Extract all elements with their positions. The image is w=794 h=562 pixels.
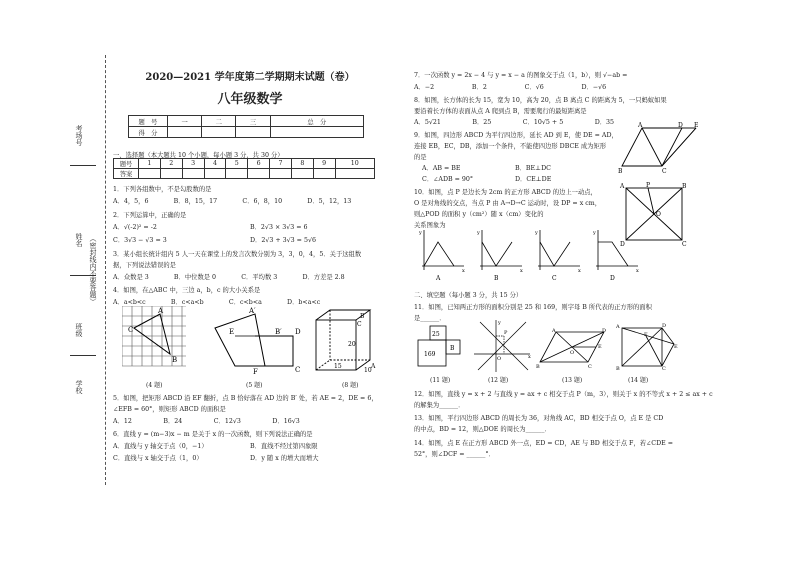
svg-text:A: A — [552, 328, 556, 334]
q10-stem-3: 则△POD 的面积 y（cm²）随 x（cm）变化的 — [414, 211, 544, 218]
q14-stem-2: 52°，则∠DCF = ______°． — [414, 451, 495, 458]
q10-label-c: C — [552, 275, 557, 282]
q9-option-c: C．∠ADB = 90° — [422, 176, 474, 183]
q9-stem-2: 连接 EB，EC，DB，添加一个条件，不能使四边形 DBCE 成为矩形 — [414, 143, 607, 150]
ans-input-cell[interactable] — [160, 169, 182, 179]
q3-stem-2: 据，下列说法错误的是 — [113, 262, 176, 269]
q1-stem: 1．下列各组数中，不是勾股数的是 — [113, 186, 212, 193]
svg-text:B: B — [536, 364, 540, 368]
fig4-caption: (4 题) — [146, 382, 163, 389]
svg-text:A: A — [638, 122, 643, 129]
score-cell: 总 分 — [270, 116, 363, 127]
q9-option-d: D．CE⊥DE — [515, 176, 552, 183]
svg-text:O: O — [497, 356, 502, 362]
ans-input-cell[interactable] — [248, 169, 270, 179]
svg-text:A: A — [158, 307, 164, 315]
q6-option-a: A．直线与 y 轴交于点（0，−1） — [113, 443, 208, 450]
svg-text:A: A — [620, 183, 625, 190]
svg-text:B′: B′ — [275, 328, 282, 336]
ans-cell: 4 — [204, 159, 226, 169]
score-input-cell[interactable] — [168, 127, 202, 138]
figure-q11-squares — [414, 322, 466, 368]
q13-stem: 13．如图，平行四边形 ABCD 的周长为 36，对角线 AC，BD 相交于点 O，点 E 是 CD — [414, 415, 664, 422]
svg-text:C: C — [128, 326, 134, 334]
score-input-cell[interactable] — [270, 127, 363, 138]
figure-q5-folded-rectangle — [205, 306, 305, 376]
fig8-caption: (8 题) — [342, 382, 359, 389]
svg-text:F: F — [644, 332, 648, 338]
svg-text:x: x — [636, 268, 639, 274]
ans-cell: 8 — [291, 159, 313, 169]
ans-input-cell[interactable] — [291, 169, 313, 179]
q12-stem-2: 的解集为______． — [414, 402, 465, 409]
figure-q9-parallelogram — [618, 122, 700, 174]
q10-label-d: D — [610, 275, 615, 282]
q1-options: A．4，5，6 B．8，15，17 C．6，8，10 D．5，12，13 — [113, 198, 352, 205]
q5-options: A．12 B．24 C．12√3 D．16√3 — [113, 418, 300, 425]
section2-heading: 二、填空题（每小题 3 分，共 15 分） — [414, 292, 523, 299]
svg-text:x: x — [520, 268, 523, 274]
svg-text:E: E — [694, 122, 699, 129]
score-cell: 二 — [202, 116, 236, 127]
ans-cell: 7 — [270, 159, 292, 169]
score-cell: 得 分 — [129, 127, 168, 138]
fig13-caption: (13 题) — [562, 377, 583, 384]
svg-text:C: C — [662, 366, 666, 370]
q11-stem-2: 是______． — [414, 315, 446, 322]
svg-text:O: O — [570, 350, 575, 356]
ans-input-cell[interactable] — [226, 169, 248, 179]
svg-text:x: x — [462, 268, 465, 274]
svg-text:x: x — [578, 268, 581, 274]
q8-options: A．5√21 B．25 C．10√5 + 5 D．35 — [414, 119, 615, 126]
fig8-length-label: 15 — [334, 363, 342, 370]
svg-text:F: F — [253, 368, 258, 376]
fig11-area-25: 25 — [432, 331, 440, 338]
exam-subject: 八年级数学 — [217, 92, 283, 107]
figure-q14-square — [616, 318, 678, 370]
score-cell: 题 号 — [129, 116, 168, 127]
figure-q8-cuboid — [310, 306, 380, 376]
ans-cell: 3 — [182, 159, 204, 169]
fig11-square-b: B — [450, 345, 455, 352]
q9-stem-3: 的是 — [414, 154, 427, 161]
svg-text:C: C — [588, 364, 592, 368]
ans-cell: 10 — [335, 159, 374, 169]
fig11-area-169: 169 — [424, 351, 436, 358]
q9-stem: 9．如图，四边形 ABCD 为平行四边形，延长 AD 到 E，使 DE = AD， — [414, 132, 618, 139]
q6-option-c: C．直线与 x 轴交于点（1，0） — [113, 455, 203, 462]
q6-stem: 6．直线 y = (m−3)x − m 是关于 x 的一次函数，则下列说法正确的是 — [113, 431, 313, 438]
svg-text:C: C — [295, 366, 301, 374]
q6-option-d: D．y 随 x 的增大而增大 — [250, 455, 319, 462]
name-label: 姓名 — [75, 233, 83, 247]
svg-text:A: A — [371, 363, 376, 370]
figure-q13-parallelogram — [536, 328, 608, 368]
q3-stem: 3．某小组长统计组内 5 人一天在课堂上的发言次数分别为 3，3，0，4，5．关于这组数 — [113, 251, 362, 258]
svg-text:B: B — [360, 313, 365, 320]
svg-text:C: C — [662, 168, 667, 174]
ans-cell: 1 — [139, 159, 161, 169]
svg-text:O: O — [656, 211, 661, 218]
q2-option-c: C．3√3 − √3 = 3 — [113, 237, 167, 244]
ans-cell: 9 — [313, 159, 335, 169]
q8-stem-2: 要沿着长方体的表面从点 A 爬到点 B，需要爬行的最短距离是 — [414, 108, 587, 115]
q9-option-a: A．AB = BE — [422, 165, 461, 172]
exam-no-label: 考场号 — [75, 125, 83, 146]
svg-text:y: y — [498, 320, 501, 326]
fig12-caption: (12 题) — [488, 377, 509, 384]
q2-option-d: D．2√3 + 3√3 = 5√6 — [250, 237, 316, 244]
q4-options: A．a<b<c B．c<a<b C．c<b<a D．b<a<c — [113, 299, 321, 306]
score-cell: 三 — [236, 116, 270, 127]
q2-option-b: B．2√3 × 3√3 = 6 — [250, 224, 308, 231]
score-input-cell[interactable] — [236, 127, 270, 138]
svg-text:E: E — [229, 328, 235, 336]
svg-text:A′: A′ — [249, 307, 256, 315]
ans-cell: 答案 — [114, 169, 139, 179]
ans-cell: 6 — [248, 159, 270, 169]
svg-text:B: B — [682, 183, 687, 190]
svg-text:D: D — [662, 323, 667, 329]
svg-text:P: P — [646, 182, 651, 189]
q5-stem-2: ∠EFB = 60°，则矩形 ABCD 的面积是 — [113, 406, 226, 413]
exam-no-line — [70, 165, 96, 166]
q12-stem: 12．如图，直线 y = x + 2 与直线 y = ax + c 相交于点 P（m，3），则关于 x 的不等式 x + 2 ≤ ax + c — [414, 391, 713, 398]
svg-text:D: D — [620, 241, 625, 248]
class-line — [70, 355, 96, 356]
svg-text:x: x — [528, 354, 531, 360]
binding-strip — [60, 55, 112, 485]
ans-input-cell[interactable] — [182, 169, 204, 179]
svg-text:C: C — [357, 321, 362, 328]
svg-text:B: B — [616, 366, 620, 370]
svg-text:C: C — [682, 241, 687, 248]
q10-stem-4: 关系图象为 — [414, 222, 446, 229]
svg-text:E: E — [674, 344, 678, 350]
q4-stem: 4．如图，在△ABC 中，三边 a，b，c 的大小关系是 — [113, 287, 261, 294]
fig5-caption: (5 题) — [246, 382, 263, 389]
figure-q4-grid-triangle — [122, 306, 192, 370]
q13-stem-2: 的中点，BD = 12，则△DOE 的周长为______． — [414, 426, 551, 433]
section1-heading: 一、选择题（本大题共 10 个小题，每小题 3 分，共 30 分） — [113, 152, 284, 159]
ans-cell: 2 — [160, 159, 182, 169]
svg-text:P: P — [504, 330, 508, 336]
q3-options: A．众数是 3 B．中位数是 0 C．平均数 3 D．方差是 2.8 — [113, 274, 345, 281]
figure-q12-lines — [472, 318, 532, 374]
score-cell: 一 — [168, 116, 202, 127]
q11-stem: 11．如图，已知两正方形的面积分别是 25 和 169，则字母 B 所代表的正方形的面积 — [414, 304, 652, 311]
svg-text:y: y — [535, 230, 538, 236]
ans-input-cell[interactable] — [335, 169, 374, 179]
seal-line — [105, 55, 106, 485]
svg-text:B: B — [618, 168, 623, 174]
svg-text:B: B — [172, 356, 178, 364]
q9-option-b: B．BE⊥DC — [515, 165, 551, 172]
svg-text:y: y — [593, 230, 596, 236]
fig11-caption: (11 题) — [430, 377, 451, 384]
q8-stem: 8．如图，长方体的长为 15，宽为 10，高为 20，点 B 离点 C 的距离为 5，一只蚂蚁如果 — [414, 97, 667, 104]
score-table — [128, 115, 364, 138]
svg-text:D: D — [602, 328, 607, 334]
q10-label-b: B — [494, 275, 499, 282]
fig14-caption: (14 题) — [628, 377, 649, 384]
q10-stem-2: O 是对角线的交点，当点 P 由 A→D→C 运动时，设 DP = x cm， — [414, 200, 602, 207]
ans-input-cell[interactable] — [139, 169, 161, 179]
svg-text:D: D — [678, 122, 683, 129]
ans-input-cell[interactable] — [270, 169, 292, 179]
answer-table — [113, 158, 375, 179]
q2-option-a: A．√(-2)² = -2 — [113, 224, 157, 231]
svg-text:y: y — [477, 230, 480, 236]
score-input-cell[interactable] — [202, 127, 236, 138]
ans-cell: 5 — [226, 159, 248, 169]
exam-title: 2020—2021 学年度第二学期期末试题（卷） — [145, 72, 355, 83]
svg-text:E: E — [598, 344, 602, 350]
svg-text:y: y — [419, 230, 422, 236]
q14-stem: 14．如图，点 E 在正方形 ABCD 外一点，ED = CD，AE 与 BD 相交于点 F，若∠CDE = — [414, 440, 674, 447]
q2-stem: 2．下列运算中，正确的是 — [113, 212, 187, 219]
q6-option-b: B．直线不经过第四象限 — [250, 443, 318, 450]
ans-input-cell[interactable] — [313, 169, 335, 179]
q7-options: A．−2 B．2 C．√6 D．−√6 — [414, 84, 607, 91]
fig8-width-label: 10 — [364, 367, 372, 374]
ans-input-cell[interactable] — [204, 169, 226, 179]
fig8-height-label: 20 — [348, 341, 356, 348]
svg-text:A: A — [616, 324, 620, 330]
class-label: 班级 — [75, 323, 83, 337]
q5-stem: 5．如图，把矩形 ABCD 沿 EF 翻折，点 B 恰好落在 AD 边的 B′ 处，若 AE = 2，DE = 6， — [113, 395, 378, 402]
svg-text:D: D — [295, 328, 301, 336]
q10-stem: 10．如图，点 P 是边长为 2cm 的正方形 ABCD 的边上一动点， — [414, 189, 597, 196]
ans-cell: 题号 — [114, 159, 139, 169]
q10-option-graphs — [416, 226, 646, 282]
q10-label-a: A — [436, 275, 441, 282]
school-label: 学校 — [75, 380, 83, 394]
q7-stem: 7．一次函数 y = 2x − 4 与 y = x − a 的图象交于点（1，b），则 √−ab = — [414, 72, 628, 79]
seal-notice: （密封线内不要答题） — [89, 235, 97, 305]
